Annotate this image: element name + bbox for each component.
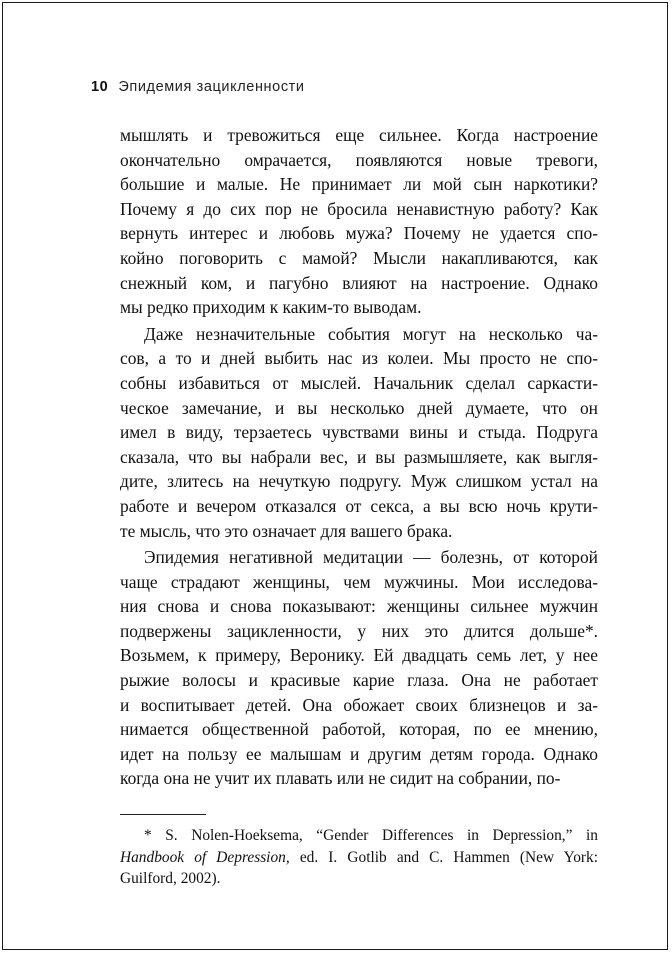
text-line: сов, а то и дней выбить нас из колеи. Мы просто не спо-: [120, 348, 598, 369]
footnote: [120, 825, 598, 890]
text-line: подвержены зацикленности, у них это длится дольше*.: [120, 620, 598, 641]
page-number: 10: [91, 79, 109, 95]
text-line: ния снова и снова показывают: женщины сильнее мужчин: [120, 596, 598, 617]
text-line: рыжие волосы и красивые карие глаза. Она не работает: [120, 670, 598, 691]
footnote-divider: [120, 814, 206, 815]
footnote-book-title: Handbook of Depression: [120, 848, 286, 866]
footnote-line-rest: , ed. I. Gotlib and C. Hammen (New York:: [285, 848, 598, 866]
text-line: Возьмем, к примеру, Веронику. Ей двадцать семь лет, у нее: [120, 645, 598, 666]
text-line: те мысль, что это означает для вашего брака.: [120, 520, 453, 541]
text-line: большие и малые. Не принимает ли мой сын наркотики?: [120, 174, 598, 195]
text-line: снежный ком, и пагубно влияют на настроение. Однако: [120, 272, 598, 293]
text-line: собны избавиться от мыслей. Начальник сделал саркасти-: [120, 372, 598, 393]
text-line: Почему я до сих пор не бросила ненавистную работу? Как: [120, 198, 598, 219]
text-line: мышлять и тревожиться еще сильнее. Когда настроение: [120, 125, 598, 145]
book-page: [2, 2, 668, 950]
text-line: имел в виду, терзаетесь чувствами вины и стыда. Подруга: [120, 422, 598, 443]
text-line: нимается общественной работой, которая, по ее мнению,: [120, 719, 598, 740]
text-line: Эпидемия негативной медитации — болезнь, от которой: [144, 547, 598, 568]
footnote-line: [120, 847, 598, 869]
text-line: окончательно омрачается, появляются новые тревоги,: [120, 149, 598, 170]
footnote-line: * S. Nolen-Hoeksema, “Gender Differences in Depression,” in: [144, 827, 598, 844]
text-line: чаще страдают женщины, чем мужчины. Мои исследова-: [120, 571, 598, 592]
footnote-line: Guilford, 2002).: [120, 870, 221, 887]
text-line: вернуть интерес и любовь мужа? Почему не удается спо-: [120, 223, 598, 244]
text-line: Даже незначительные события могут на несколько ча-: [144, 323, 598, 344]
text-line: койно поговорить с мамой? Мысли накапливаются, как: [120, 247, 598, 268]
text-line: идет на пользу ее малышам и другим детям города. Однако: [120, 743, 598, 764]
paragraph-1: [120, 123, 598, 320]
paragraph-2: [120, 322, 598, 543]
running-header: [91, 79, 305, 95]
text-line: ческое замечание, и вы несколько дней думаете, что он: [120, 397, 598, 418]
text-line: и воспитывает детей. Она обожает своих близнецов и за-: [120, 694, 598, 715]
text-line: когда она не учит их плавать или не сидит на собрании, по-: [120, 768, 561, 789]
text-line: мы редко приходим к каким-то выводам.: [120, 297, 422, 318]
text-line: сказала, что вы набрали вес, и вы размышляете, как выгля-: [120, 446, 598, 467]
text-line: дите, злитесь на нечуткую подругу. Муж слишком устал на: [120, 471, 598, 492]
paragraph-3: [120, 545, 598, 791]
text-line: работе и вечером отказался от секса, а вы всю ночь крути-: [120, 495, 598, 516]
chapter-title: Эпидемия зацикленности: [118, 79, 305, 95]
body-text: [120, 123, 598, 791]
